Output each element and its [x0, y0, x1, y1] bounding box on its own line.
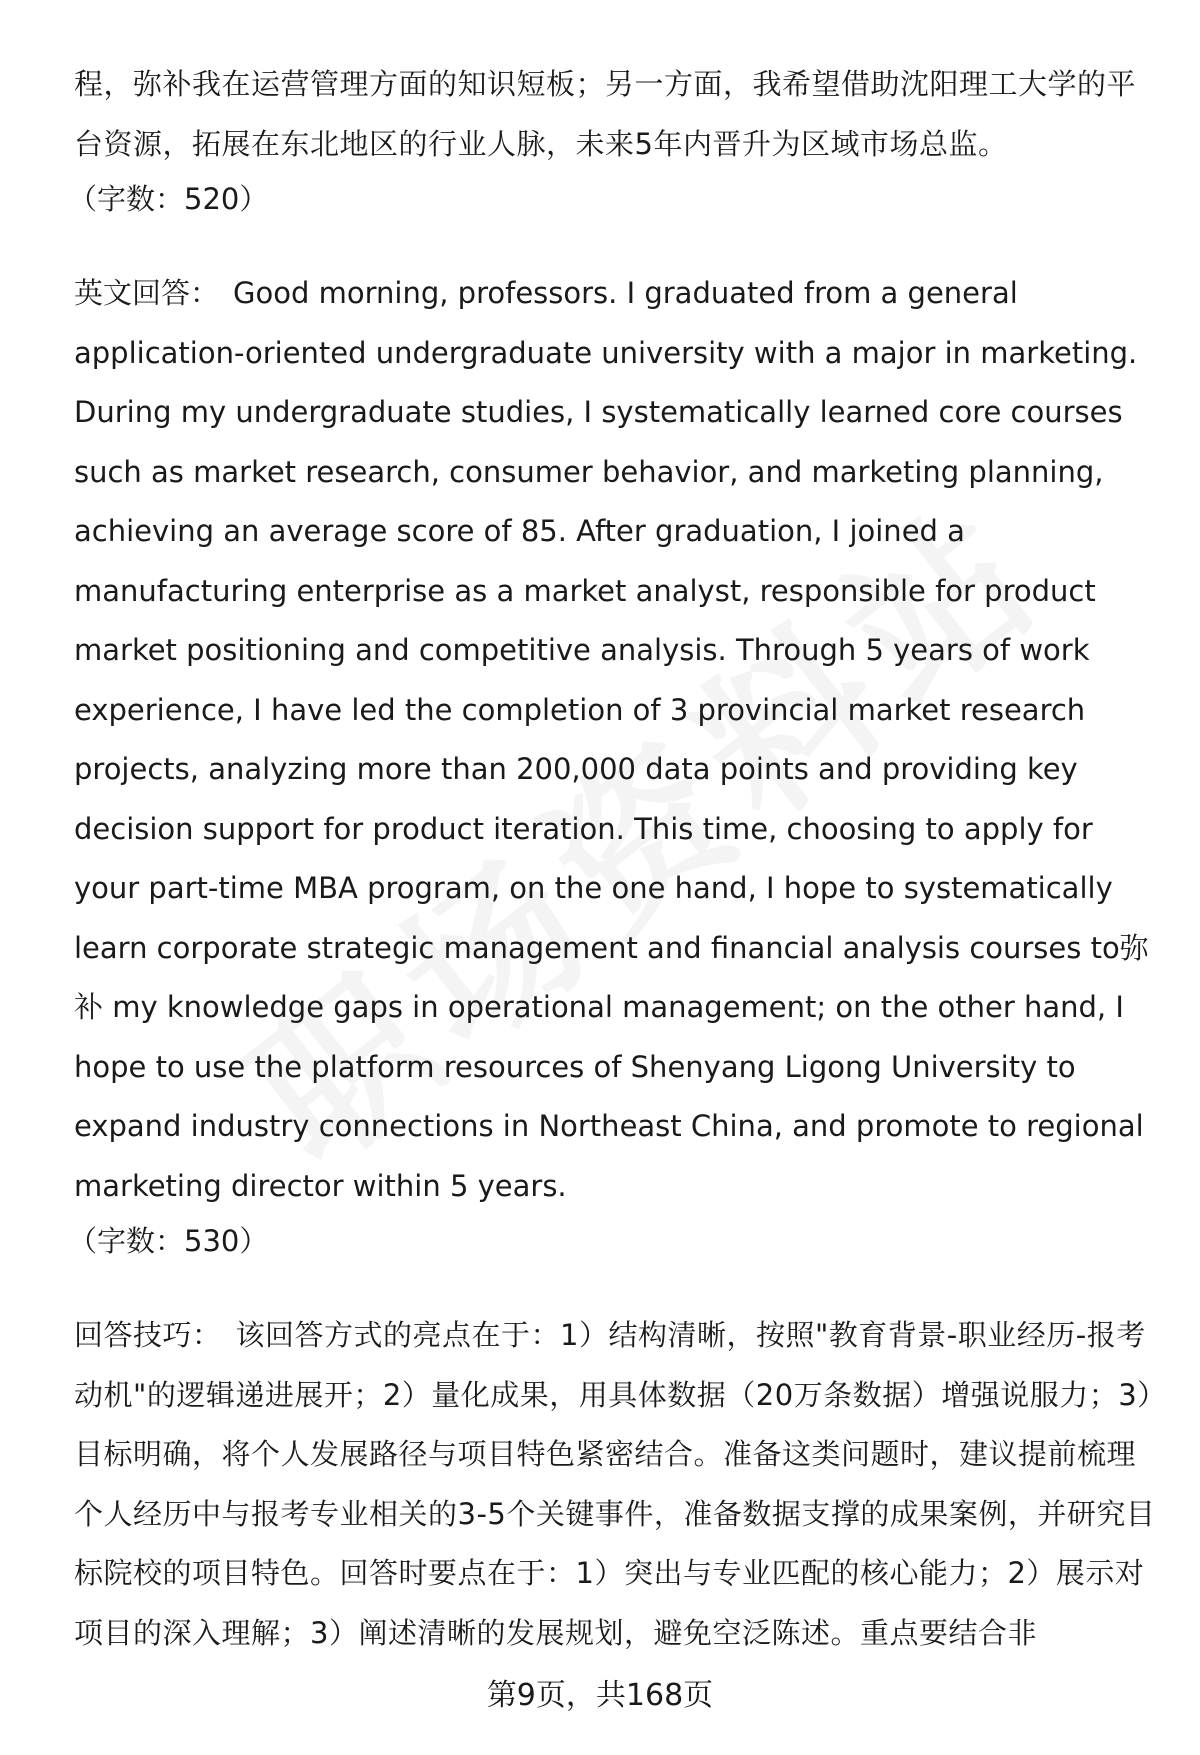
tips-label: 回答技巧：: [74, 1318, 222, 1352]
english-word-count: （字数：530）: [68, 1224, 269, 1258]
spacer: [74, 1266, 1164, 1306]
spacer: [74, 224, 1164, 264]
intro-word-count: （字数：520）: [68, 182, 269, 216]
tips-text: 该回答方式的亮点在于：1）结构清晰，按照"教育背景-职业经历-报考动机"的逻辑递进展开；2）量化成果，用具体数据（20万条数据）增强说服力；3）目标明确，将个人发展路径与项目特色紧密结合。准备这类问题时，建议提前梳理个人经历中与报考专业相关的3-5个关键事件，准备数据支撑的成果案例，并研究目标院校的项目特色。回答时要点在于：1）突出与专业匹配的核心能力；2）展示对项目的深入理解；3）阐述清晰的发展规划，避免空泛陈述。重点要结合非: [74, 1318, 1156, 1650]
english-answer-paragraph: [74, 264, 1164, 1216]
intro-paragraph: 程，弥补我在运营管理方面的知识短板；另一方面，我希望借助沈阳理工大学的平台资源，拓展在东北地区的行业人脉，未来5年内晋升为区域市场总监。: [74, 67, 1137, 161]
page-footer: 第9页，共168页: [486, 1678, 714, 1713]
english-answer-label: 英文回答：: [74, 276, 220, 310]
tips-paragraph: [74, 1306, 1164, 1663]
page-content: [68, 55, 1164, 1663]
english-answer-text: Good morning, professors. I graduated from a general application-oriented undergraduate university with a major in marketing. During my undergraduate studies, I systematically learned core courses such as market research, consumer behavior, and marketing planning, achieving an average score of 85. After graduation, I joined a manufacturing enterprise as a market analyst, responsible for product market positioning and competitive analysis. Through 5 years of work experience, I have led the completion of 3 provincial market research projects, analyzing more than 200,000 data points and providing key decision support for product iteration. This time, choosing to apply for your part-time MBA program, on the one hand, I hope to systematically learn corporate strategic management and financial analysis courses to弥补 my knowledge gaps in operational management; on the other hand, I hope to use the platform resources of Shenyang Ligong University to expand industry connections in Northeast China, and promote to regional marketing director within 5 years.: [74, 276, 1149, 1203]
